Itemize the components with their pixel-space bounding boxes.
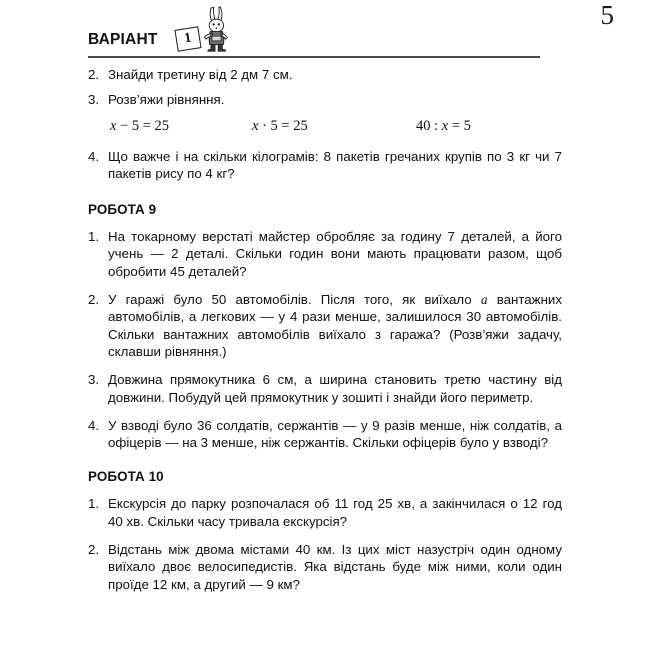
item-text: На токарному верстаті майстер обробляє за годину 7 деталей, а його учень — 2 деталі. Скільки годин вони мають працювати разом, щоб обробити 45 деталей? <box>108 229 562 279</box>
list-item <box>88 371 562 406</box>
section-items-robota-10 <box>88 495 562 592</box>
item-number: 3. <box>88 92 100 108</box>
item-number: 4. <box>88 417 100 433</box>
item-number: 3. <box>88 372 100 388</box>
list-item <box>88 417 562 452</box>
variant-number-badge <box>174 26 201 51</box>
item-number: 2. <box>88 542 100 558</box>
equation: x · 5 = 25 <box>252 117 308 134</box>
page-content <box>88 66 562 604</box>
page-header <box>88 0 614 52</box>
item-number: 2. <box>88 67 100 82</box>
list-item <box>88 66 562 83</box>
list-item <box>88 91 562 108</box>
item-number: 1. <box>88 496 100 512</box>
item-text: У взводі було 36 солдатів, сержантів — у 9 разів менше, ніж солдатів, а офіцерів — на 3 менше, ніж сержантів. Скільки офіцерів було у взводі? <box>108 417 562 451</box>
list-item <box>88 148 562 183</box>
list-item <box>88 228 562 280</box>
item-number: 2. <box>88 292 100 308</box>
item-text: Відстань між двома містами 40 км. Із цих міст назустріч один одному виїхало двоє велосипедистів. Яка відстань буде між ними, коли один проїде 12 км, а другий — 9 км? <box>108 542 562 592</box>
item-text: У гаражі було 50 автомобілів. Після того, як виїхало a вантажних автомобілів, а легкових — у 4 рази менше, залишилося 30 автомобілів. Скільки вантажних автомобілів виїхало з гаража? (Розв’яжи задачу, склавши рівняння.) <box>108 292 562 359</box>
item-text: Розв’яжи рівняння. <box>108 92 225 108</box>
equation: 40 : x = 5 <box>416 117 471 134</box>
header-divider <box>88 56 540 58</box>
variant-label: ВАРІАНТ <box>88 31 158 48</box>
section-heading-robota-10: РОБОТА 10 <box>88 469 164 485</box>
section-heading-robota-9: РОБОТА 9 <box>88 202 157 218</box>
section-items-robota-9 <box>88 228 562 451</box>
list-item <box>88 291 562 360</box>
rabbit-mascot-icon <box>200 4 234 52</box>
variant-number: 1 <box>183 30 193 47</box>
item-number: 1. <box>88 229 100 245</box>
item-text: Знайди третину від 2 дм 7 см. <box>108 67 293 82</box>
item-text: Екскурсія до парку розпочалася об 11 год 25 хв, а закінчилася о 12 год 40 хв. Скільки часу тривала екскурсія? <box>108 496 562 529</box>
list-item <box>88 541 562 593</box>
page-number: 5 <box>600 0 614 30</box>
top-exercise-list <box>88 66 562 109</box>
equations-row <box>110 118 562 135</box>
list-item <box>88 495 562 530</box>
item-text: Довжина прямокутника 6 см, а ширина становить третю частину від довжини. Побудуй цей прямокутник у зошиті і знайди його периметр. <box>108 372 562 405</box>
item-text: Що важче і на скільки кілограмів: 8 пакетів гречаних крупів по 3 кг чи 7 пакетів рису по 4 кг? <box>108 148 562 181</box>
item-number: 4. <box>88 148 100 164</box>
equation: x − 5 = 25 <box>110 117 170 134</box>
